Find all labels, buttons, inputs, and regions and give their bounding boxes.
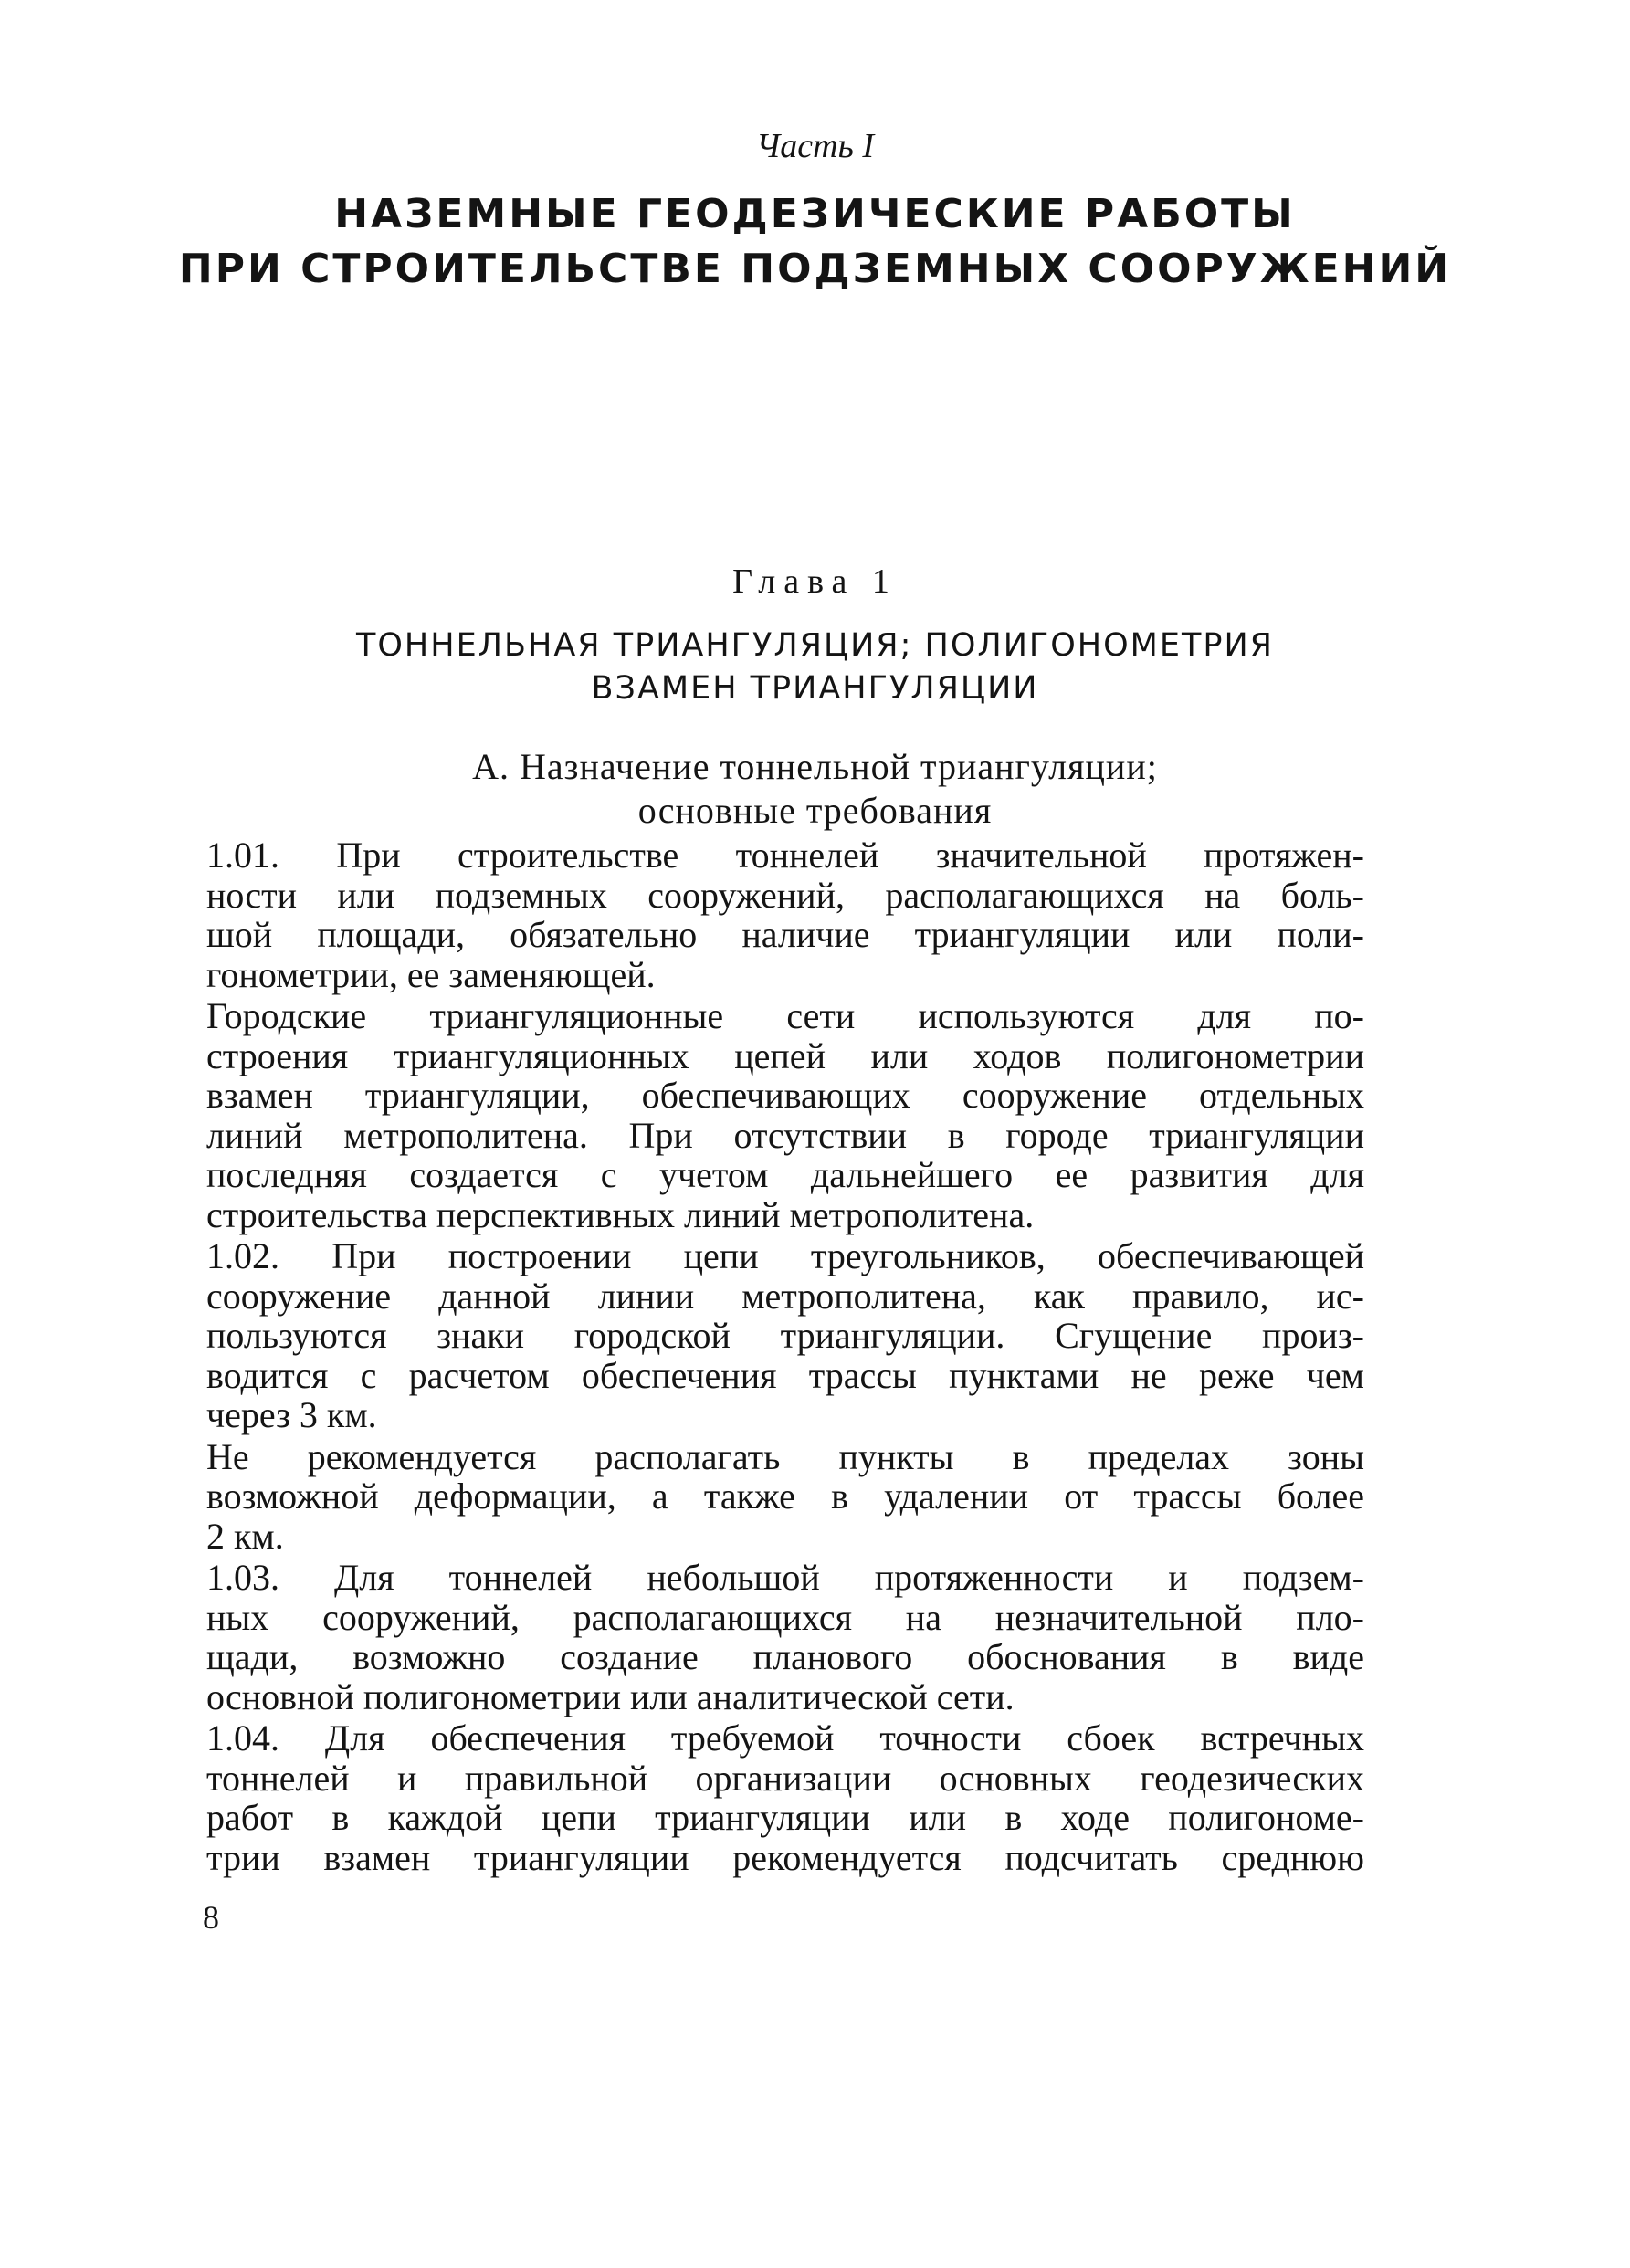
chapter-title	[0, 625, 1630, 710]
page-number: 8	[203, 1899, 219, 1936]
text-line: трии взамен триангуляции рекомендуется подсчитать среднюю	[206, 1836, 1364, 1878]
section-title	[0, 745, 1630, 833]
text-line: водится с расчетом обеспечения трассы пунктами не реже чем	[206, 1354, 1364, 1396]
paragraph	[206, 1236, 1364, 1435]
chapter-title-line: ВЗАМЕН ТРИАНГУЛЯЦИИ	[591, 670, 1039, 707]
body-text	[206, 835, 1364, 1877]
text-line: 1.03. Для тоннелей небольшой протяженности и подзем-	[206, 1557, 1364, 1598]
chapter-title-line: ТОННЕЛЬНАЯ ТРИАНГУЛЯЦИЯ; ПОЛИГОНОМЕТРИЯ	[356, 627, 1274, 664]
text-line: взамен триангуляции, обеспечивающих сооружение отдельных	[206, 1075, 1364, 1116]
text-line: 2 км.	[206, 1515, 284, 1557]
text-line: основной полигонометрии или аналитической сети.	[206, 1675, 1015, 1717]
section-title-line: основные требования	[637, 790, 993, 831]
text-line: строительства перспективных линий метрополитена.	[206, 1193, 1035, 1235]
paragraph	[206, 1718, 1364, 1877]
text-line: сооружение данной линии метрополитена, как правило, ис-	[206, 1275, 1364, 1317]
chapter-label: Глава 1	[732, 562, 898, 601]
text-line: через 3 км.	[206, 1394, 377, 1435]
text-line: шой площади, обязательно наличие триангуляции или поли-	[206, 914, 1364, 955]
text-line: Не рекомендуется располагать пункты в пределах зоны	[206, 1435, 1364, 1477]
text-line: Городские триангуляционные сети используются для по-	[206, 995, 1364, 1036]
text-line: пользуются знаки городской триангуляции. Сгущение произ-	[206, 1315, 1364, 1356]
text-line: тоннелей и правильной организации основных геодезических	[206, 1757, 1364, 1799]
text-line: строения триангуляционных цепей или ходов полигонометрии	[206, 1034, 1364, 1076]
part-title-line: ПРИ СТРОИТЕЛЬСТВЕ ПОДЗЕМНЫХ СООРУЖЕНИЙ	[178, 246, 1452, 292]
part-title-line: НАЗЕМНЫЕ ГЕОДЕЗИЧЕСКИЕ РАБОТЫ	[334, 191, 1296, 237]
paragraph	[206, 1437, 1364, 1557]
paragraph	[206, 835, 1364, 994]
text-line: 1.01. При строительстве тоннелей значительной протяжен-	[206, 835, 1364, 876]
paragraph	[206, 1558, 1364, 1717]
text-line: линий метрополитена. При отсутствии в городе триангуляции	[206, 1114, 1364, 1156]
text-line: 1.04. Для обеспечения требуемой точности сбоек встречных	[206, 1717, 1364, 1759]
paragraph	[206, 996, 1364, 1234]
text-line: последняя создается с учетом дальнейшего ее развития для	[206, 1154, 1364, 1195]
text-line: возможной деформации, а также в удалении от трассы более	[206, 1475, 1364, 1517]
text-line: 1.02. При построении цепи треугольников, обеспечивающей	[206, 1235, 1364, 1276]
section-title-line: А. Назначение тоннельной триангуляции;	[472, 746, 1158, 787]
text-line: щади, возможно создание планового обоснования в виде	[206, 1636, 1364, 1677]
text-line: работ в каждой цепи триангуляции или в ходе полигономе-	[206, 1797, 1364, 1838]
part-label: Часть I	[756, 127, 874, 165]
part-title	[0, 187, 1630, 297]
text-line: ных сооружений, располагающихся на незначительной пло-	[206, 1596, 1364, 1638]
text-line: ности или подземных сооружений, располагающихся на боль-	[206, 874, 1364, 916]
text-line: гонометрии, ее заменяющей.	[206, 953, 656, 995]
